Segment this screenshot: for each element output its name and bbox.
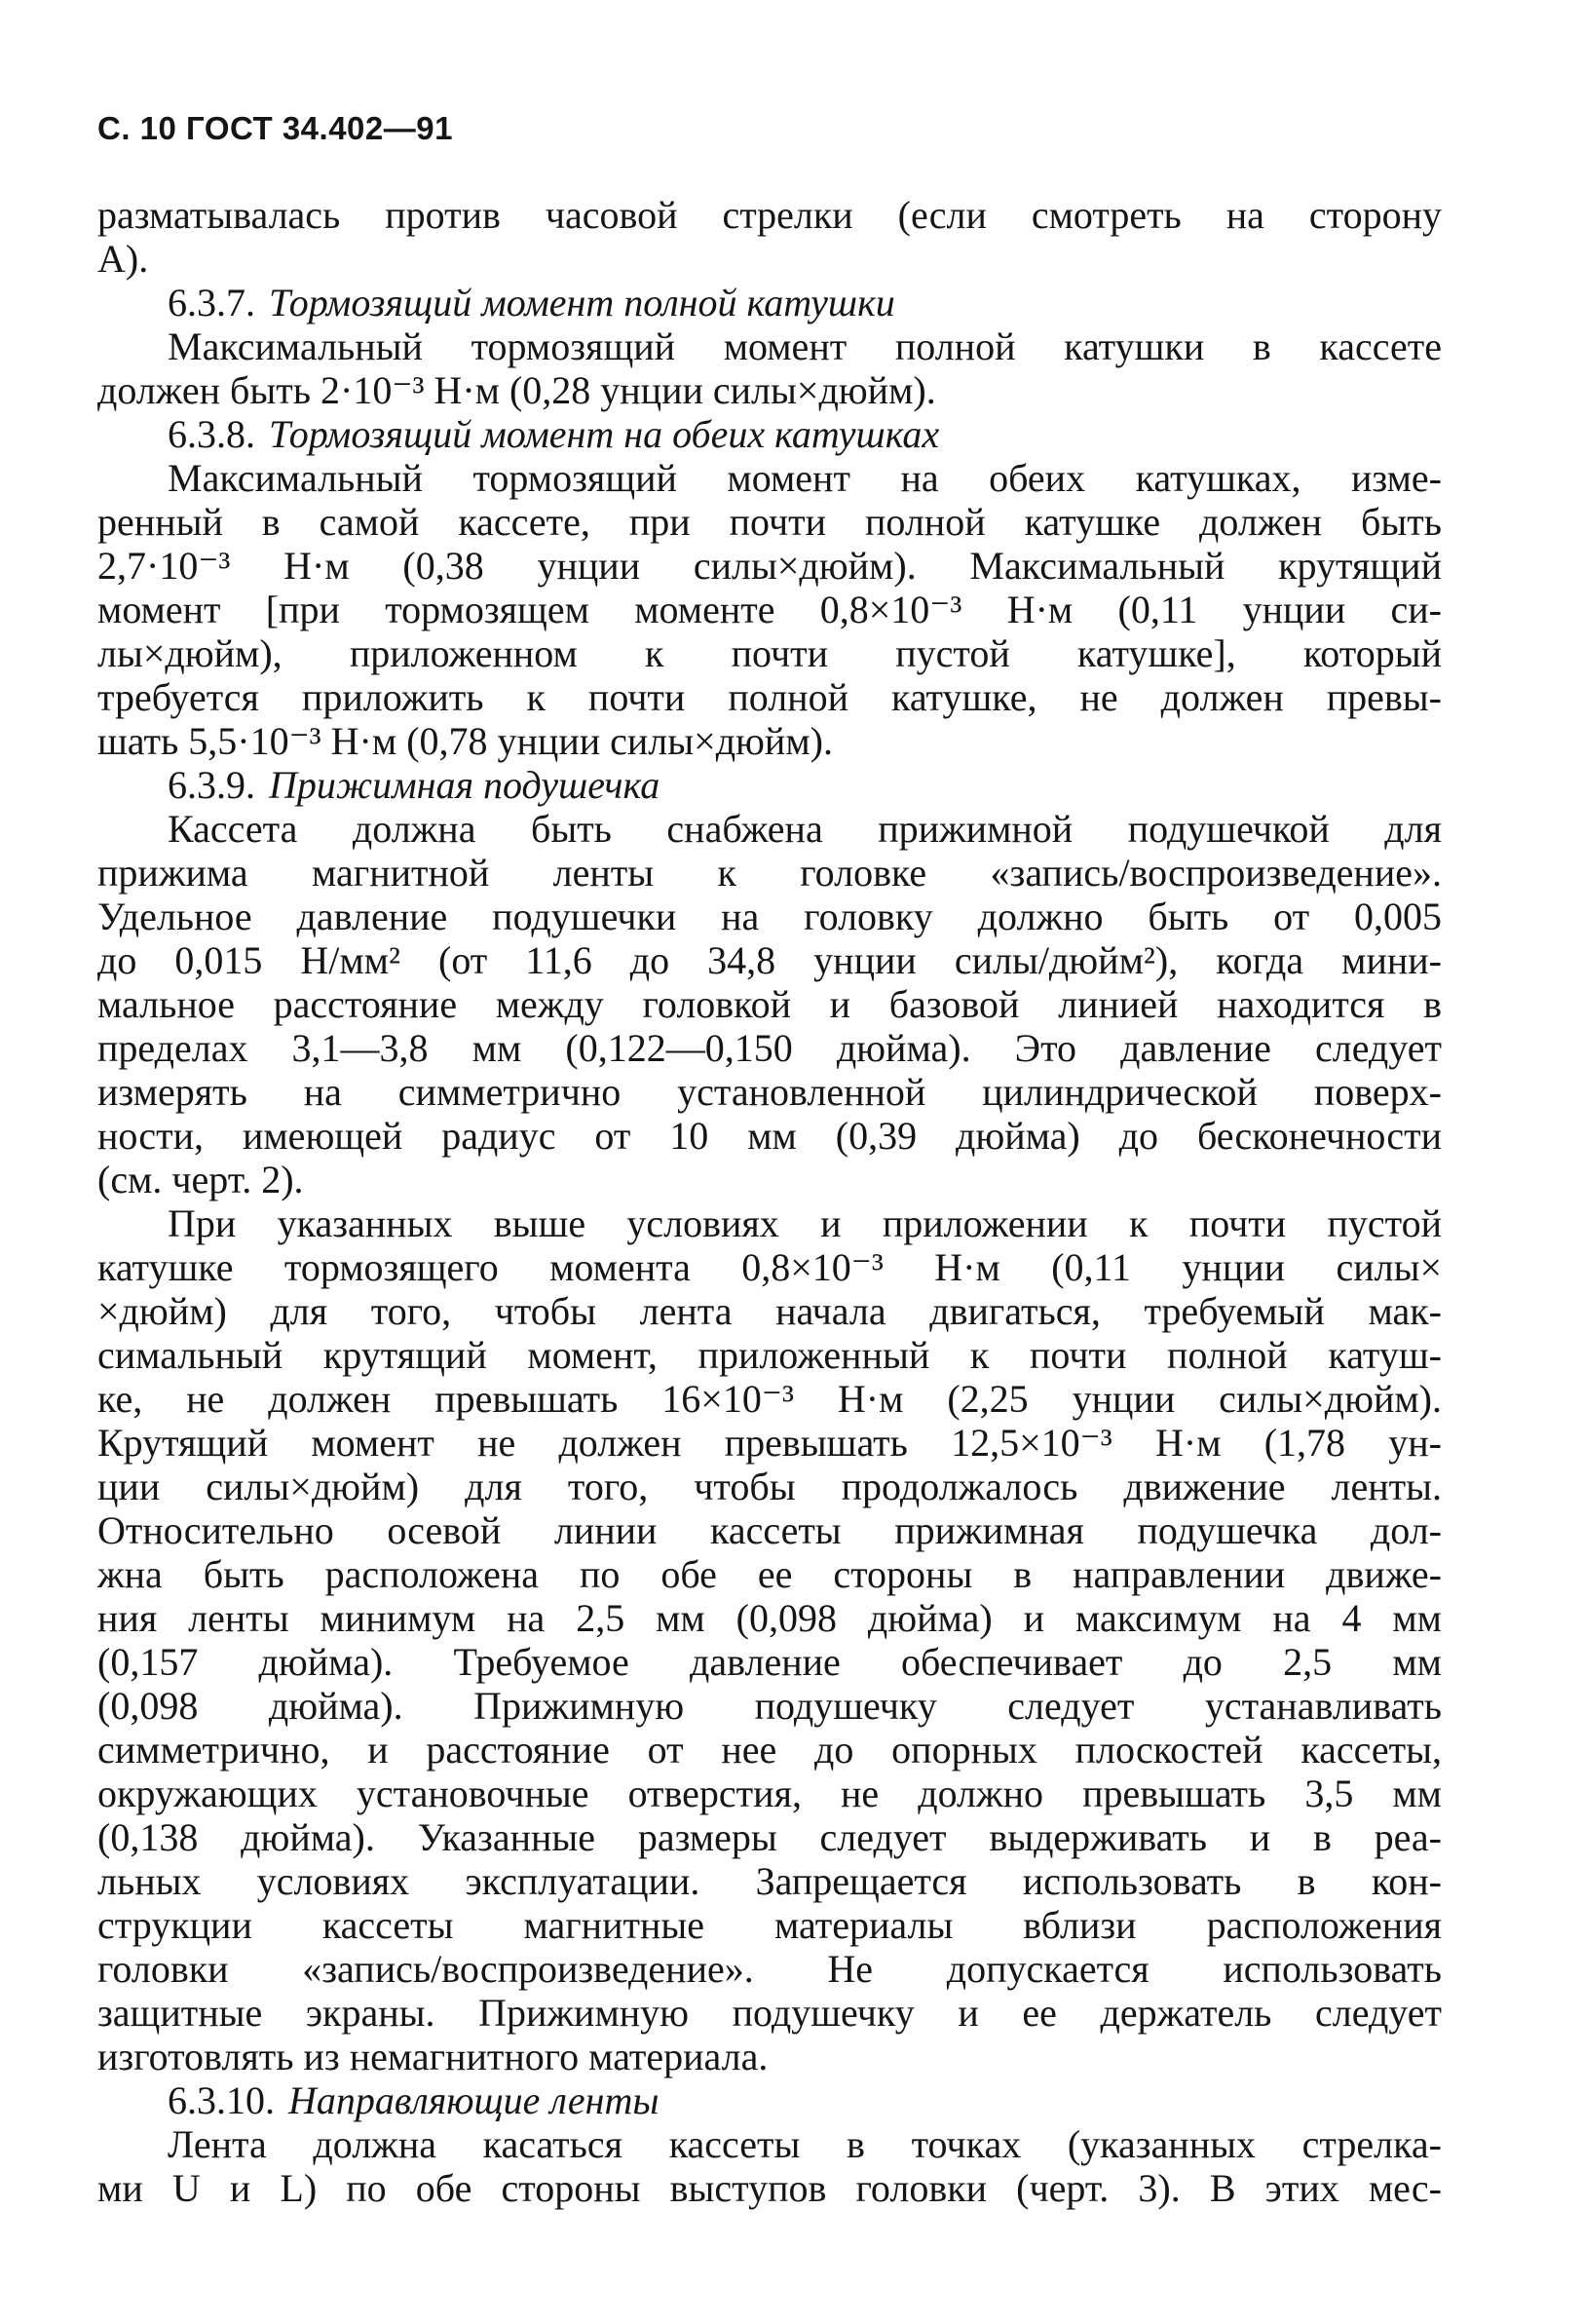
text-line: (0,098 дюйма). Прижимную подушечку следует устанавливать bbox=[97, 1684, 1442, 1728]
text-line: Крутящий момент не должен превышать 12,5×10⁻³ Н·м (1,78 ун- bbox=[97, 1421, 1442, 1465]
section-title: Тормозящий момент на обеих катушках bbox=[269, 412, 940, 456]
section-number: 6.3.8. bbox=[168, 412, 255, 456]
body-text bbox=[97, 193, 1442, 2210]
text-line: ности, имеющей радиус от 10 мм (0,39 дюйма) до бесконечности bbox=[97, 1114, 1442, 1158]
text-line: ции силы×дюйм) для того, чтобы продолжалось движение ленты. bbox=[97, 1465, 1442, 1508]
section-number: 6.3.9. bbox=[168, 763, 255, 807]
text-line: Относительно осевой линии кассеты прижимная подушечка дол- bbox=[97, 1508, 1442, 1552]
text-line: ×дюйм) для того, чтобы лента начала двигаться, требуемый мак- bbox=[97, 1289, 1442, 1333]
text-line: изготовлять из немагнитного материала. bbox=[97, 2035, 769, 2078]
text-line: симальный крутящий момент, приложенный к почти полной катуш- bbox=[97, 1333, 1442, 1377]
text-line: жна быть расположена по обе ее стороны в направлении движе- bbox=[97, 1552, 1442, 1596]
text-line: ке, не должен превышать 16×10⁻³ Н·м (2,25 унции силы×дюйм). bbox=[97, 1377, 1442, 1421]
text-line: защитные экраны. Прижимную подушечку и ее держатель следует bbox=[97, 1991, 1442, 2035]
text-line: Максимальный тормозящий момент на обеих катушках, изме- bbox=[168, 456, 1442, 500]
page-header: С. 10 ГОСТ 34.402—91 bbox=[97, 110, 453, 146]
text-line: измерять на симметрично установленной цилиндрической поверх- bbox=[97, 1070, 1442, 1114]
text-line: ми U и L) по обе стороны выступов головки (черт. 3). В этих мес- bbox=[97, 2166, 1442, 2210]
text-line: льных условиях эксплуатации. Запрещается использовать в кон- bbox=[97, 1859, 1442, 1903]
text-line: пределах 3,1—3,8 мм (0,122—0,150 дюйма). Это давление следует bbox=[97, 1026, 1442, 1070]
text-line: Кассета должна быть снабжена прижимной подушечкой для bbox=[168, 807, 1442, 851]
section-heading bbox=[97, 763, 1442, 807]
section-title: Направляющие ленты bbox=[288, 2078, 660, 2122]
text-line: должен быть 2·10⁻³ Н·м (0,28 унции силы×дюйм). bbox=[97, 368, 936, 412]
text-line: до 0,015 Н/мм² (от 11,6 до 34,8 унции силы/дюйм²), когда мини- bbox=[97, 938, 1442, 982]
text-line: Лента должна касаться кассеты в точках (указанных стрелка- bbox=[168, 2122, 1442, 2166]
section-number: 6.3.7. bbox=[168, 281, 255, 324]
text-line: окружающих установочные отверстия, не должно превышать 3,5 мм bbox=[97, 1772, 1442, 1815]
section-title: Прижимная подушечка bbox=[269, 763, 660, 807]
text-line: требуется приложить к почти полной катушке, не должен превы- bbox=[97, 675, 1442, 719]
text-line: Удельное давление подушечки на головку должно быть от 0,005 bbox=[97, 895, 1442, 938]
section-title: Тормозящий момент полной катушки bbox=[269, 281, 895, 324]
text-line: головки «запись/воспроизведение». Не допускается использовать bbox=[97, 1947, 1442, 1991]
text-line: При указанных выше условиях и приложении к почти пустой bbox=[168, 1201, 1442, 1245]
text-line: момент [при тормозящем моменте 0,8×10⁻³ Н·м (0,11 унции си- bbox=[97, 588, 1442, 631]
text-line: Максимальный тормозящий момент полной катушки в кассете bbox=[168, 324, 1442, 368]
text-line: разматывалась против часовой стрелки (если смотреть на сторону bbox=[97, 193, 1442, 237]
text-line: 2,7·10⁻³ Н·м (0,38 унции силы×дюйм). Максимальный крутящий bbox=[97, 544, 1442, 588]
text-line: симметрично, и расстояние от нее до опорных плоскостей кассеты, bbox=[97, 1728, 1442, 1772]
text-line: ния ленты минимум на 2,5 мм (0,098 дюйма) и максимум на 4 мм bbox=[97, 1596, 1442, 1640]
text-line: прижима магнитной ленты к головке «запись/воспроизведение». bbox=[97, 851, 1442, 895]
section-heading bbox=[97, 412, 1442, 456]
text-line: (см. черт. 2). bbox=[97, 1158, 304, 1201]
text-line: А). bbox=[97, 237, 149, 281]
text-line: ренный в самой кассете, при почти полной катушке должен быть bbox=[97, 500, 1442, 544]
text-line: катушке тормозящего момента 0,8×10⁻³ Н·м (0,11 унции силы× bbox=[97, 1245, 1442, 1289]
text-line: струкции кассеты магнитные материалы вблизи расположения bbox=[97, 1903, 1442, 1947]
text-line: шать 5,5·10⁻³ Н·м (0,78 унции силы×дюйм). bbox=[97, 719, 833, 763]
text-line: мальное расстояние между головкой и базовой линией находится в bbox=[97, 982, 1442, 1026]
section-heading bbox=[97, 281, 1442, 324]
text-line: (0,138 дюйма). Указанные размеры следует выдерживать и в реа- bbox=[97, 1815, 1442, 1859]
section-heading bbox=[97, 2078, 1442, 2122]
section-number: 6.3.10. bbox=[168, 2078, 275, 2122]
text-line: (0,157 дюйма). Требуемое давление обеспечивает до 2,5 мм bbox=[97, 1640, 1442, 1684]
text-line: лы×дюйм), приложенном к почти пустой катушке], который bbox=[97, 631, 1442, 675]
